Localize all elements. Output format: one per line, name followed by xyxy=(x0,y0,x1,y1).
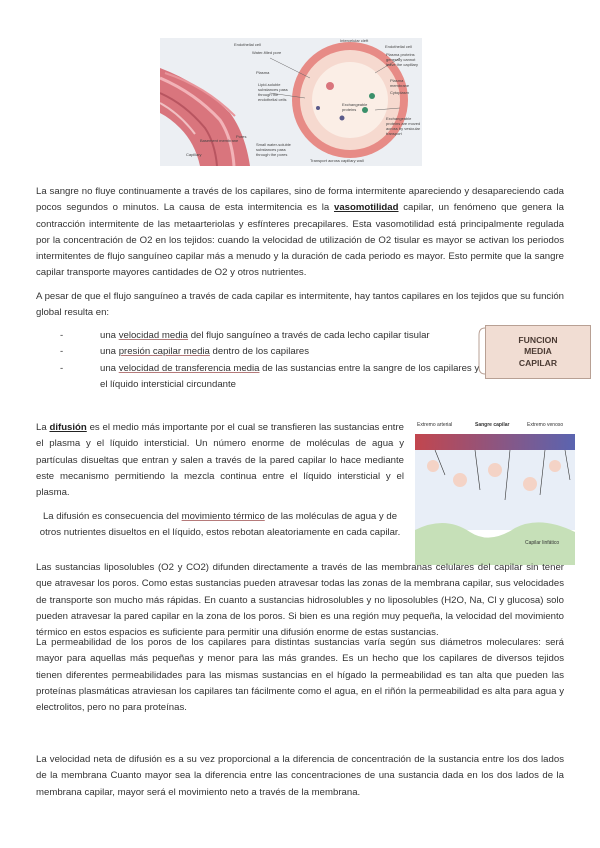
paragraph-thermal-motion xyxy=(36,509,404,542)
label-9: Basement membrane xyxy=(200,138,239,143)
para3b-pre: La difusión es consecuencia del xyxy=(42,511,182,522)
box-line-1: FUNCION xyxy=(518,334,558,345)
paragraph-vasomotility xyxy=(36,184,564,282)
term-mean-velocity: velocidad media xyxy=(118,330,189,341)
bullet-post: del flujo sanguíneo a través de cada lecho capilar tisular xyxy=(188,330,430,341)
label-0: Intercelular cleft xyxy=(340,38,369,43)
function-list xyxy=(60,328,486,393)
para1-text-start: La sangre no fluye continuamente a través de los capilares, sino de forma intermitente apareciendo y desapareciendo cada pocos segundos o minutos. La causa de esta intermitencia es la xyxy=(36,186,564,214)
bullet-pre: una xyxy=(100,330,119,341)
bullet-post: dentro de los capilares xyxy=(209,346,310,358)
venous-label: Extremo venoso xyxy=(527,422,564,428)
function-box xyxy=(485,325,591,379)
paragraph-diffusion xyxy=(36,420,404,501)
paragraph-net-diffusion: La velocidad neta de difusión es a su vez proporcional a la diferencia de concentración de la sustancia entre los dos lados de la membrana Cuanto mayor sea la diferencia entre las concentraciones de una sustancia dada en los dos lados de la membrana capilar, mayor será el movimiento neto a través de la membrana. xyxy=(36,754,564,798)
arterial-label: Extremo arterial xyxy=(417,422,453,428)
term-mean-transfer: velocidad de transferencia media xyxy=(118,362,260,374)
dash: - xyxy=(60,346,64,358)
dash: - xyxy=(60,362,64,374)
list-item xyxy=(60,328,486,344)
label-4: Plasma xyxy=(256,70,270,75)
label-14: Exchangeable proteins are moved across by vesicular transport xyxy=(386,116,421,136)
box-line-3: CAPILAR xyxy=(518,357,558,368)
term-thermal-motion: movimiento térmico xyxy=(181,511,265,522)
lymph-label: Capilar linfático xyxy=(525,540,560,546)
para3b-post: de las moléculas de agua y de otros nutrientes disueltos en el líquido, estos rebotan aleatoriamente en cada capilar. xyxy=(39,511,401,539)
label-10: Plasma proteins generally cannot leave the capillary xyxy=(386,52,419,67)
paragraph-permeability: La permeabilidad de los poros de los capilares para distintas sustancias varía según sus diámetros moleculares: será mayor para aquellas más pequeñas y menor para las más grandes. Es un hecho que los capilares de diversos tejidos tienen diferentes permeabilidades para las mismas sustancias en el hígado la permeabilidad es tan alta que pueden las proteínas plasmáticas atraviesan los capilares tan fácilmente como el agua, en el riñón la permeabilidad es alta para agua y electrolitos, pero no para proteínas. xyxy=(36,637,564,714)
label-13: Exchangeable proteins xyxy=(342,102,368,112)
label-8: Capillary xyxy=(186,152,202,157)
dash: - xyxy=(60,330,64,341)
bullet-pre: una xyxy=(100,346,119,358)
paragraph-global-function: A pesar de que el flujo sanguíneo a través de cada capilar es intermitente, hay tantos capilares en los tejidos que su función global resulta en: xyxy=(36,291,564,319)
label-2: Water-filled pore xyxy=(252,50,282,55)
box-line-2: MEDIA xyxy=(524,346,552,357)
term-vasomotility: vasomotilidad xyxy=(333,202,399,214)
label-12: Cytoplasm xyxy=(390,90,409,95)
list-item xyxy=(60,361,486,394)
label-7: Small water-soluble substances pass through the pores xyxy=(256,142,291,157)
bullet-pre: una xyxy=(100,362,119,374)
term-diffusion: difusión xyxy=(49,422,87,433)
list-item xyxy=(60,344,486,360)
para1-text-end: capilar, un fenómeno que genera la contracción intermitente de las metaarteriolas y esfínteres precapilares. Esta vasomotilidad está principalmente regulada por la concentración de O2 en los tejidos: cuando la velocidad de utilización de O2 tisular es mayor se activan los periodos intermitentes de flujo sanguíneo capilar más a menudo y la duración de cada periodo es mayor. Esto permite que la sangre capilar transporte mayores cantidades de O2 y otros nutrientes. xyxy=(36,202,565,279)
paragraph-liposoluble: Las sustancias liposolubles (O2 y CO2) difunden directamente a través de las membranas celulares del capilar sin tener que atravesar los poros. Como estas sustancias pueden atravesar todas las zonas de la membrana capilar, sus velocidades de transporte son mucho más rápidas. En cuanto a sustancias hidrosolubles y no liposolubles (H2O, Na, Cl y glucosa) solo pueden atravesar la pared capilar en la zona de los poros. Si bien es una región muy pequeña, la velocidad del movimiento térmico en estos espacios es suficiente para permitir una difusión enorme de estas sustancias. xyxy=(36,562,564,639)
label-1: Endothelial cell xyxy=(234,42,261,47)
diffusion-diagram xyxy=(415,420,575,565)
label-11: Plasma membrane xyxy=(390,78,410,88)
label-3: Endothelial cell xyxy=(385,44,412,49)
label-6: Pores xyxy=(236,134,247,139)
capillary-figure xyxy=(160,38,422,166)
para3-post: es el medio más importante por el cual se transfieren las sustancias entre el plasma y el líquido intersticial. Un número enorme de moléculas de agua y partículas disueltas que entran y salen a través de la pared capilar lo hace mediante este mecanismo permitiendo la mezcla continua entre el líquido intersticial y el plasma. xyxy=(36,422,404,499)
capillary-label: Sangre capilar xyxy=(475,422,510,428)
label-15: Transport across capillary wall xyxy=(310,158,364,163)
label-5: Lipid-soluble substances pass through the endothelial cells xyxy=(258,82,288,102)
bullet-post: de las sustancias entre la sangre de los capilares y el líquido intersticial circundante xyxy=(100,362,480,390)
para3-pre: La xyxy=(36,422,50,433)
term-mean-pressure: presión capilar media xyxy=(118,346,210,358)
